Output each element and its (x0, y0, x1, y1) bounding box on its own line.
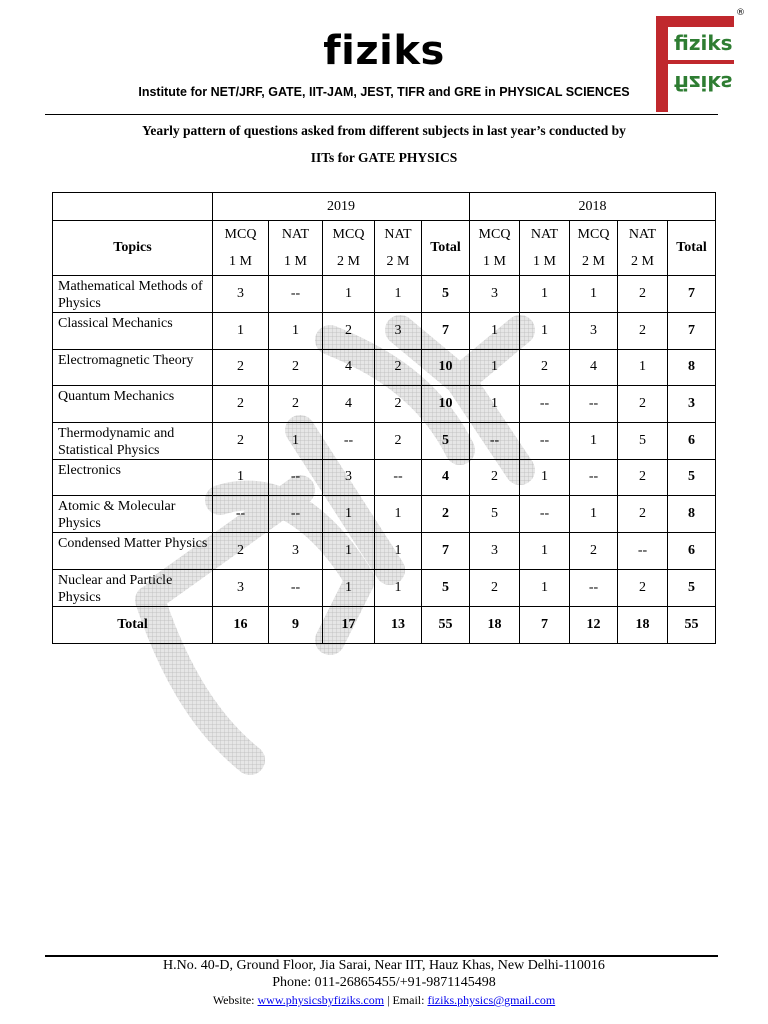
grand-total-2018: 55 (668, 606, 716, 643)
fiziks-logo-icon (652, 16, 744, 112)
value-cell-2018: 1 (470, 349, 520, 386)
topic-cell: Classical Mechanics (53, 313, 213, 350)
value-cell-2019: 2 (213, 386, 269, 423)
logo-mirrored-text: fiziks (674, 71, 733, 95)
value-cell-2019: -- (269, 496, 323, 533)
total-cell-2019: 10 (422, 349, 470, 386)
value-cell-2019: 1 (213, 313, 269, 350)
value-cell-2019: 3 (375, 313, 422, 350)
totals-row (53, 606, 716, 643)
value-cell-2018: 3 (570, 313, 618, 350)
table-row (53, 533, 716, 570)
value-cell-2018: 2 (570, 533, 618, 570)
col-header-marks: 2 M (337, 254, 360, 269)
col-header-label: NAT (281, 227, 310, 242)
col-header-label: MCQ (332, 227, 365, 242)
col-header-2019-mcq2 (323, 221, 375, 276)
value-cell-2019: -- (269, 459, 323, 496)
footer-address: H.No. 40-D, Ground Floor, Jia Sarai, Near IIT, Hauz Khas, New Delhi-110016 (163, 958, 605, 973)
value-cell-2019: 1 (323, 276, 375, 313)
value-cell-2018: -- (470, 422, 520, 459)
registered-mark: ® (736, 8, 745, 18)
document-title-line1: Yearly pattern of questions asked from different subjects in last year’s conducted by (142, 123, 626, 138)
table-row (53, 569, 716, 606)
value-cell-2018: -- (520, 422, 570, 459)
sum-cell-2018: 7 (520, 606, 570, 643)
table-row (53, 386, 716, 423)
value-cell-2018: 1 (618, 349, 668, 386)
fiziks-logo (652, 8, 745, 112)
col-header-marks: 2 M (582, 254, 605, 269)
col-header-2019-total: Total (422, 221, 470, 276)
value-cell-2018: -- (520, 386, 570, 423)
value-cell-2019: -- (375, 459, 422, 496)
col-header-2018-nat1 (520, 221, 570, 276)
topic-cell: Electromagnetic Theory (53, 349, 213, 386)
value-cell-2018: 5 (618, 422, 668, 459)
topic-cell: Nuclear and Particle Physics (53, 569, 213, 606)
totals-label: Total (53, 606, 213, 643)
footer-divider (45, 955, 718, 957)
total-cell-2018: 6 (668, 422, 716, 459)
value-cell-2018: 2 (520, 349, 570, 386)
value-cell-2018: 2 (618, 496, 668, 533)
value-cell-2019: 2 (323, 313, 375, 350)
value-cell-2018: 1 (520, 276, 570, 313)
value-cell-2019: -- (323, 422, 375, 459)
table-row (53, 459, 716, 496)
total-cell-2018: 7 (668, 276, 716, 313)
value-cell-2018: 2 (470, 569, 520, 606)
value-cell-2019: 3 (269, 533, 323, 570)
total-cell-2018: 7 (668, 313, 716, 350)
total-cell-2019: 4 (422, 459, 470, 496)
col-header-2018-mcq2 (570, 221, 618, 276)
col-header-2019-mcq1 (213, 221, 269, 276)
topic-cell: Thermodynamic and Statistical Physics (53, 422, 213, 459)
value-cell-2018: 2 (618, 386, 668, 423)
col-header-label: MCQ (224, 227, 257, 242)
value-cell-2019: 1 (375, 533, 422, 570)
footer-contact (0, 993, 768, 1008)
grand-total-2019: 55 (422, 606, 470, 643)
value-cell-2019: 1 (269, 313, 323, 350)
value-cell-2019: -- (269, 569, 323, 606)
col-header-2019-nat2 (375, 221, 422, 276)
total-cell-2019: 5 (422, 569, 470, 606)
website-label: Website: (212, 993, 258, 1007)
value-cell-2018: 1 (520, 313, 570, 350)
col-header-label: NAT (384, 227, 412, 242)
value-cell-2019: 4 (323, 386, 375, 423)
sum-cell-2019: 17 (323, 606, 375, 643)
value-cell-2018: 1 (570, 496, 618, 533)
sum-cell-2018: 18 (470, 606, 520, 643)
topic-cell: Atomic & Molecular Physics (53, 496, 213, 533)
institute-tagline: Institute for NET/JRF, GATE, IIT-JAM, JEST, TIFR and GRE in PHYSICAL SCIENCES (138, 85, 630, 99)
value-cell-2019: 2 (213, 533, 269, 570)
email-label: | Email: (384, 993, 428, 1007)
total-cell-2019: 5 (422, 276, 470, 313)
col-header-marks: 1 M (533, 254, 556, 269)
topic-cell: Quantum Mechanics (53, 386, 213, 423)
total-cell-2018: 5 (668, 569, 716, 606)
total-cell-2018: 3 (668, 386, 716, 423)
value-cell-2018: 2 (618, 313, 668, 350)
table-row (53, 422, 716, 459)
total-cell-2019: 7 (422, 533, 470, 570)
total-cell-2019: 7 (422, 313, 470, 350)
table-row (53, 349, 716, 386)
col-header-label: NAT (628, 227, 657, 242)
value-cell-2019: 1 (323, 533, 375, 570)
question-pattern-table (52, 192, 716, 644)
col-header-2018-nat2 (618, 221, 668, 276)
table-row (53, 313, 716, 350)
document-title-line2: IITs for GATE PHYSICS (310, 150, 458, 165)
col-header-label: MCQ (478, 227, 511, 242)
topics-header: Topics (53, 221, 213, 276)
value-cell-2019: 3 (213, 569, 269, 606)
header-divider (45, 114, 718, 115)
topic-cell: Condensed Matter Physics (53, 533, 213, 570)
sum-cell-2018: 12 (570, 606, 618, 643)
value-cell-2018: 1 (520, 569, 570, 606)
total-cell-2019: 5 (422, 422, 470, 459)
logo-text: fiziks (674, 31, 733, 55)
value-cell-2018: -- (570, 459, 618, 496)
value-cell-2018: 2 (470, 459, 520, 496)
sum-cell-2019: 9 (269, 606, 323, 643)
value-cell-2019: 1 (375, 496, 422, 533)
value-cell-2019: 3 (323, 459, 375, 496)
col-header-marks: 1 M (229, 254, 252, 269)
value-cell-2018: 3 (470, 533, 520, 570)
value-cell-2019: 2 (269, 386, 323, 423)
value-cell-2018: 5 (470, 496, 520, 533)
sum-cell-2019: 16 (213, 606, 269, 643)
value-cell-2019: 1 (323, 496, 375, 533)
col-header-marks: 2 M (631, 254, 654, 269)
value-cell-2018: 1 (520, 533, 570, 570)
value-cell-2018: 2 (618, 276, 668, 313)
total-cell-2019: 10 (422, 386, 470, 423)
value-cell-2019: 2 (375, 386, 422, 423)
total-cell-2018: 8 (668, 349, 716, 386)
col-header-marks: 2 M (386, 254, 410, 269)
year-2018-header: 2018 (470, 193, 716, 221)
column-header-row (53, 221, 716, 276)
value-cell-2018: 2 (618, 569, 668, 606)
value-cell-2019: 2 (213, 422, 269, 459)
total-cell-2018: 8 (668, 496, 716, 533)
total-cell-2018: 5 (668, 459, 716, 496)
brand-title: fiziks (323, 28, 445, 74)
value-cell-2019: 1 (213, 459, 269, 496)
topic-cell: Electronics (53, 459, 213, 496)
col-header-label: NAT (530, 227, 559, 242)
value-cell-2019: -- (269, 276, 323, 313)
value-cell-2018: 1 (520, 459, 570, 496)
table-row (53, 276, 716, 313)
table-row (53, 496, 716, 533)
col-header-marks: 1 M (284, 254, 307, 269)
col-header-2019-nat1 (269, 221, 323, 276)
value-cell-2018: 3 (470, 276, 520, 313)
value-cell-2019: 4 (323, 349, 375, 386)
col-header-2018-total: Total (668, 221, 716, 276)
value-cell-2018: -- (520, 496, 570, 533)
col-header-2018-mcq1 (470, 221, 520, 276)
website-link[interactable]: www.physicsbyfiziks.com (257, 993, 385, 1007)
sum-cell-2018: 18 (618, 606, 668, 643)
value-cell-2019: 2 (269, 349, 323, 386)
value-cell-2019: 1 (375, 276, 422, 313)
value-cell-2019: 1 (269, 422, 323, 459)
year-2019-header: 2019 (213, 193, 470, 221)
footer-phone: Phone: 011-26865455/+91-9871145498 (272, 975, 496, 990)
value-cell-2018: 1 (570, 422, 618, 459)
value-cell-2019: 2 (375, 422, 422, 459)
value-cell-2018: 1 (470, 386, 520, 423)
value-cell-2018: 1 (470, 313, 520, 350)
value-cell-2019: 1 (375, 569, 422, 606)
value-cell-2018: -- (618, 533, 668, 570)
total-cell-2018: 6 (668, 533, 716, 570)
value-cell-2018: 2 (618, 459, 668, 496)
total-cell-2019: 2 (422, 496, 470, 533)
value-cell-2019: 2 (213, 349, 269, 386)
sum-cell-2019: 13 (375, 606, 422, 643)
value-cell-2018: -- (570, 569, 618, 606)
year-header-row (53, 193, 716, 221)
value-cell-2019: -- (213, 496, 269, 533)
email-link[interactable]: fiziks.physics@gmail.com (427, 993, 556, 1007)
topic-cell: Mathematical Methods of Physics (53, 276, 213, 313)
empty-corner-cell (53, 193, 213, 221)
value-cell-2019: 3 (213, 276, 269, 313)
value-cell-2019: 1 (323, 569, 375, 606)
value-cell-2018: 4 (570, 349, 618, 386)
col-header-marks: 1 M (483, 254, 506, 269)
value-cell-2018: 1 (570, 276, 618, 313)
value-cell-2018: -- (570, 386, 618, 423)
col-header-label: MCQ (577, 227, 610, 242)
value-cell-2019: 2 (375, 349, 422, 386)
